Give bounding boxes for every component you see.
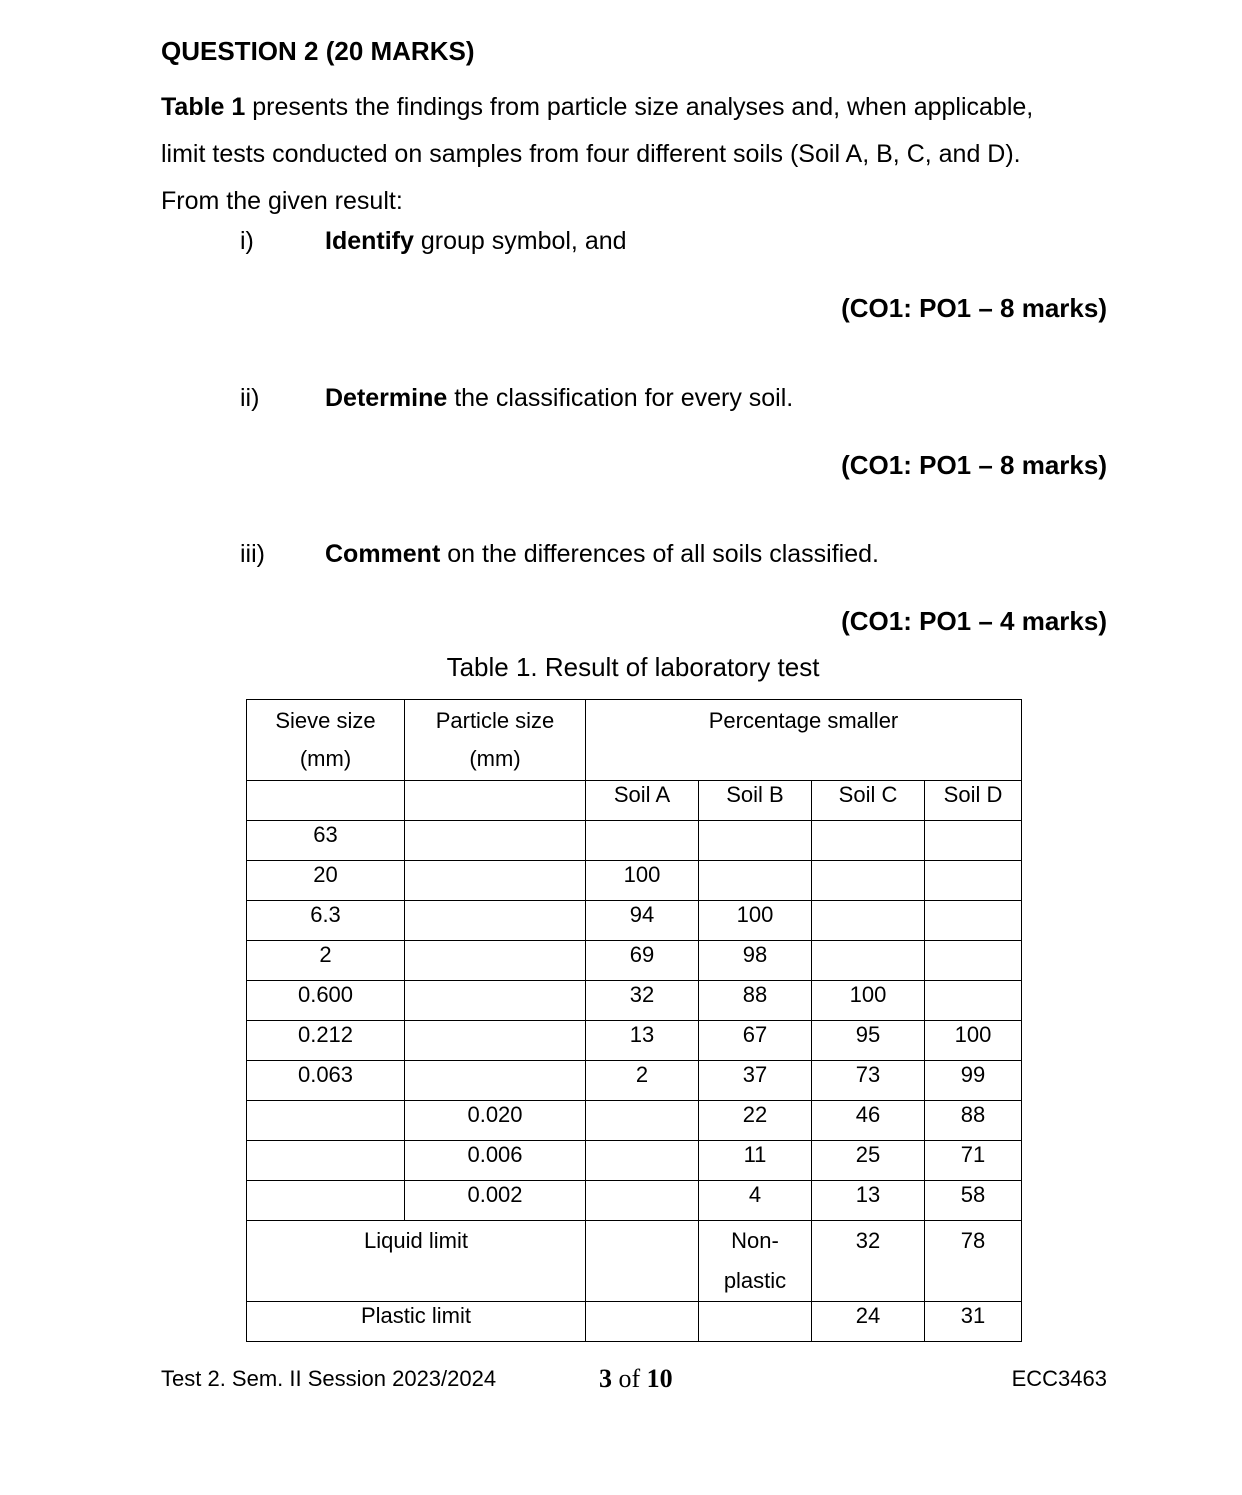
table-cell: 46: [812, 1101, 925, 1141]
item-3-number: iii): [240, 540, 265, 568]
table-cell: 13: [812, 1181, 925, 1221]
intro-line-2: limit tests conducted on samples from four different soils (Soil A, B, C, and D).: [161, 140, 1021, 168]
table-cell: 100: [925, 1021, 1022, 1061]
table-cell: 99: [925, 1061, 1022, 1101]
table-cell: 0.212: [247, 1021, 405, 1061]
lab-results-table: [246, 699, 1022, 1342]
footer-page-number: [599, 1364, 673, 1394]
table-cell: 58: [925, 1181, 1022, 1221]
item-1-verb: Identify: [325, 227, 414, 255]
item-2-rest: the classification for every soil.: [447, 384, 794, 412]
table-cell: 25: [812, 1141, 925, 1181]
table-cell: [247, 1141, 405, 1181]
table-cell: 94: [586, 901, 699, 941]
table-cell: [405, 901, 586, 941]
table-cell: [405, 821, 586, 861]
table-cell: 100: [586, 861, 699, 901]
table-cell: [699, 861, 812, 901]
header-sieve-line2: (mm): [299, 746, 352, 771]
liquid-limit-soil-b: [699, 1221, 812, 1302]
table-cell: [247, 781, 405, 821]
table-header-row: [247, 700, 1022, 781]
table-cell: [925, 941, 1022, 981]
table-cell: 32: [586, 981, 699, 1021]
question-intro: [161, 84, 1121, 225]
item-1-marks: (CO1: PO1 – 8 marks): [841, 293, 1107, 323]
table-cell: 0.600: [247, 981, 405, 1021]
intro-line-1-text: presents the findings from particle size analyses and, when applicable,: [245, 93, 1034, 121]
table-cell: [405, 981, 586, 1021]
header-percentage-smaller: Percentage smaller: [586, 700, 1022, 781]
table-row: [247, 821, 1022, 861]
non-plastic-line2: plastic: [723, 1268, 787, 1293]
table-row: [247, 1141, 1022, 1181]
table-cell: 100: [812, 981, 925, 1021]
item-3-rest: on the differences of all soils classified.: [440, 540, 879, 568]
non-plastic-line1: Non-: [731, 1228, 779, 1253]
table-cell: 32: [812, 1221, 925, 1302]
page-current: 3: [599, 1364, 612, 1393]
table-cell: [405, 781, 586, 821]
table-cell: [812, 821, 925, 861]
table-cell: 0.063: [247, 1061, 405, 1101]
table-cell: 0.020: [405, 1101, 586, 1141]
header-particle-line2: (mm): [469, 746, 521, 771]
table-cell: [586, 1141, 699, 1181]
table-cell: [586, 1221, 699, 1302]
table-cell: 6.3: [247, 901, 405, 941]
header-soil-d: Soil D: [925, 781, 1022, 821]
table-cell: [812, 901, 925, 941]
table-cell: [812, 941, 925, 981]
table-cell: [405, 861, 586, 901]
plastic-limit-label: Plastic limit: [247, 1302, 586, 1342]
table-cell: 73: [812, 1061, 925, 1101]
liquid-limit-row: [247, 1221, 1022, 1302]
table-cell: [699, 821, 812, 861]
table-cell: [925, 981, 1022, 1021]
table-row: [247, 1181, 1022, 1221]
header-particle-size: [405, 700, 586, 781]
table-cell: 88: [925, 1101, 1022, 1141]
table-cell: 63: [247, 821, 405, 861]
item-1-rest: group symbol, and: [413, 227, 627, 255]
table-cell: 95: [812, 1021, 925, 1061]
table-cell: 0.006: [405, 1141, 586, 1181]
table-cell: 20: [247, 861, 405, 901]
item-2-verb: Determine: [325, 384, 448, 412]
table-cell: 2: [247, 941, 405, 981]
table-row: [247, 1101, 1022, 1141]
table-cell: 78: [925, 1221, 1022, 1302]
plastic-limit-row: [247, 1302, 1022, 1342]
table-cell: [586, 821, 699, 861]
table-cell: 31: [925, 1302, 1022, 1342]
table-cell: [247, 1101, 405, 1141]
table-cell: 100: [699, 901, 812, 941]
table-row: [247, 941, 1022, 981]
header-sieve-line1: Sieve size: [275, 708, 376, 733]
item-3-verb: Comment: [325, 540, 441, 568]
table-cell: 88: [699, 981, 812, 1021]
table-cell: 71: [925, 1141, 1022, 1181]
table-cell: 22: [699, 1101, 812, 1141]
table-cell: [925, 821, 1022, 861]
table-cell: [247, 1181, 405, 1221]
header-sieve-size: [247, 700, 405, 781]
table-cell: 37: [699, 1061, 812, 1101]
table-row: [247, 861, 1022, 901]
table-cell: 24: [812, 1302, 925, 1342]
intro-bold-ref: Table 1: [161, 93, 246, 121]
table-cell: [699, 1302, 812, 1342]
table-cell: [405, 1061, 586, 1101]
table-cell: 69: [586, 941, 699, 981]
table-cell: [405, 1021, 586, 1061]
table-cell: [925, 901, 1022, 941]
table-cell: 11: [699, 1141, 812, 1181]
table-cell: 2: [586, 1061, 699, 1101]
table-cell: 0.002: [405, 1181, 586, 1221]
intro-line-3: From the given result:: [161, 187, 403, 215]
item-1-number: i): [240, 227, 254, 255]
table-caption: Table 1. Result of laboratory test: [446, 652, 820, 682]
table-cell: [586, 1181, 699, 1221]
liquid-limit-label: Liquid limit: [247, 1221, 586, 1302]
table-cell: [925, 861, 1022, 901]
header-soil-b: Soil B: [699, 781, 812, 821]
page-total: 10: [646, 1364, 673, 1393]
table-row: [247, 981, 1022, 1021]
table-cell: [812, 861, 925, 901]
table-row: [247, 901, 1022, 941]
table-cell: [405, 941, 586, 981]
question-heading: QUESTION 2 (20 MARKS): [161, 36, 475, 66]
table-cell: [586, 1101, 699, 1141]
item-2-number: ii): [240, 384, 260, 412]
item-1-text: [325, 227, 627, 256]
table-row: [247, 1061, 1022, 1101]
table-cell: [586, 1302, 699, 1342]
table-cell: 4: [699, 1181, 812, 1221]
intro-line-1: [161, 84, 1121, 131]
footer-session: Test 2. Sem. II Session 2023/2024: [161, 1366, 497, 1391]
table-row: [247, 1021, 1022, 1061]
header-soil-a: Soil A: [586, 781, 699, 821]
page-of: of: [612, 1364, 647, 1393]
item-3-text: [325, 540, 879, 569]
soil-header-row: [247, 781, 1022, 821]
table-cell: 98: [699, 941, 812, 981]
table-cell: 13: [586, 1021, 699, 1061]
table-cell: 67: [699, 1021, 812, 1061]
header-soil-c: Soil C: [812, 781, 925, 821]
item-2-marks: (CO1: PO1 – 8 marks): [841, 450, 1107, 480]
header-particle-line1: Particle size: [435, 708, 555, 733]
item-2-text: [325, 384, 793, 413]
item-3-marks: (CO1: PO1 – 4 marks): [841, 606, 1107, 636]
footer-course-code: ECC3463: [1011, 1366, 1107, 1391]
